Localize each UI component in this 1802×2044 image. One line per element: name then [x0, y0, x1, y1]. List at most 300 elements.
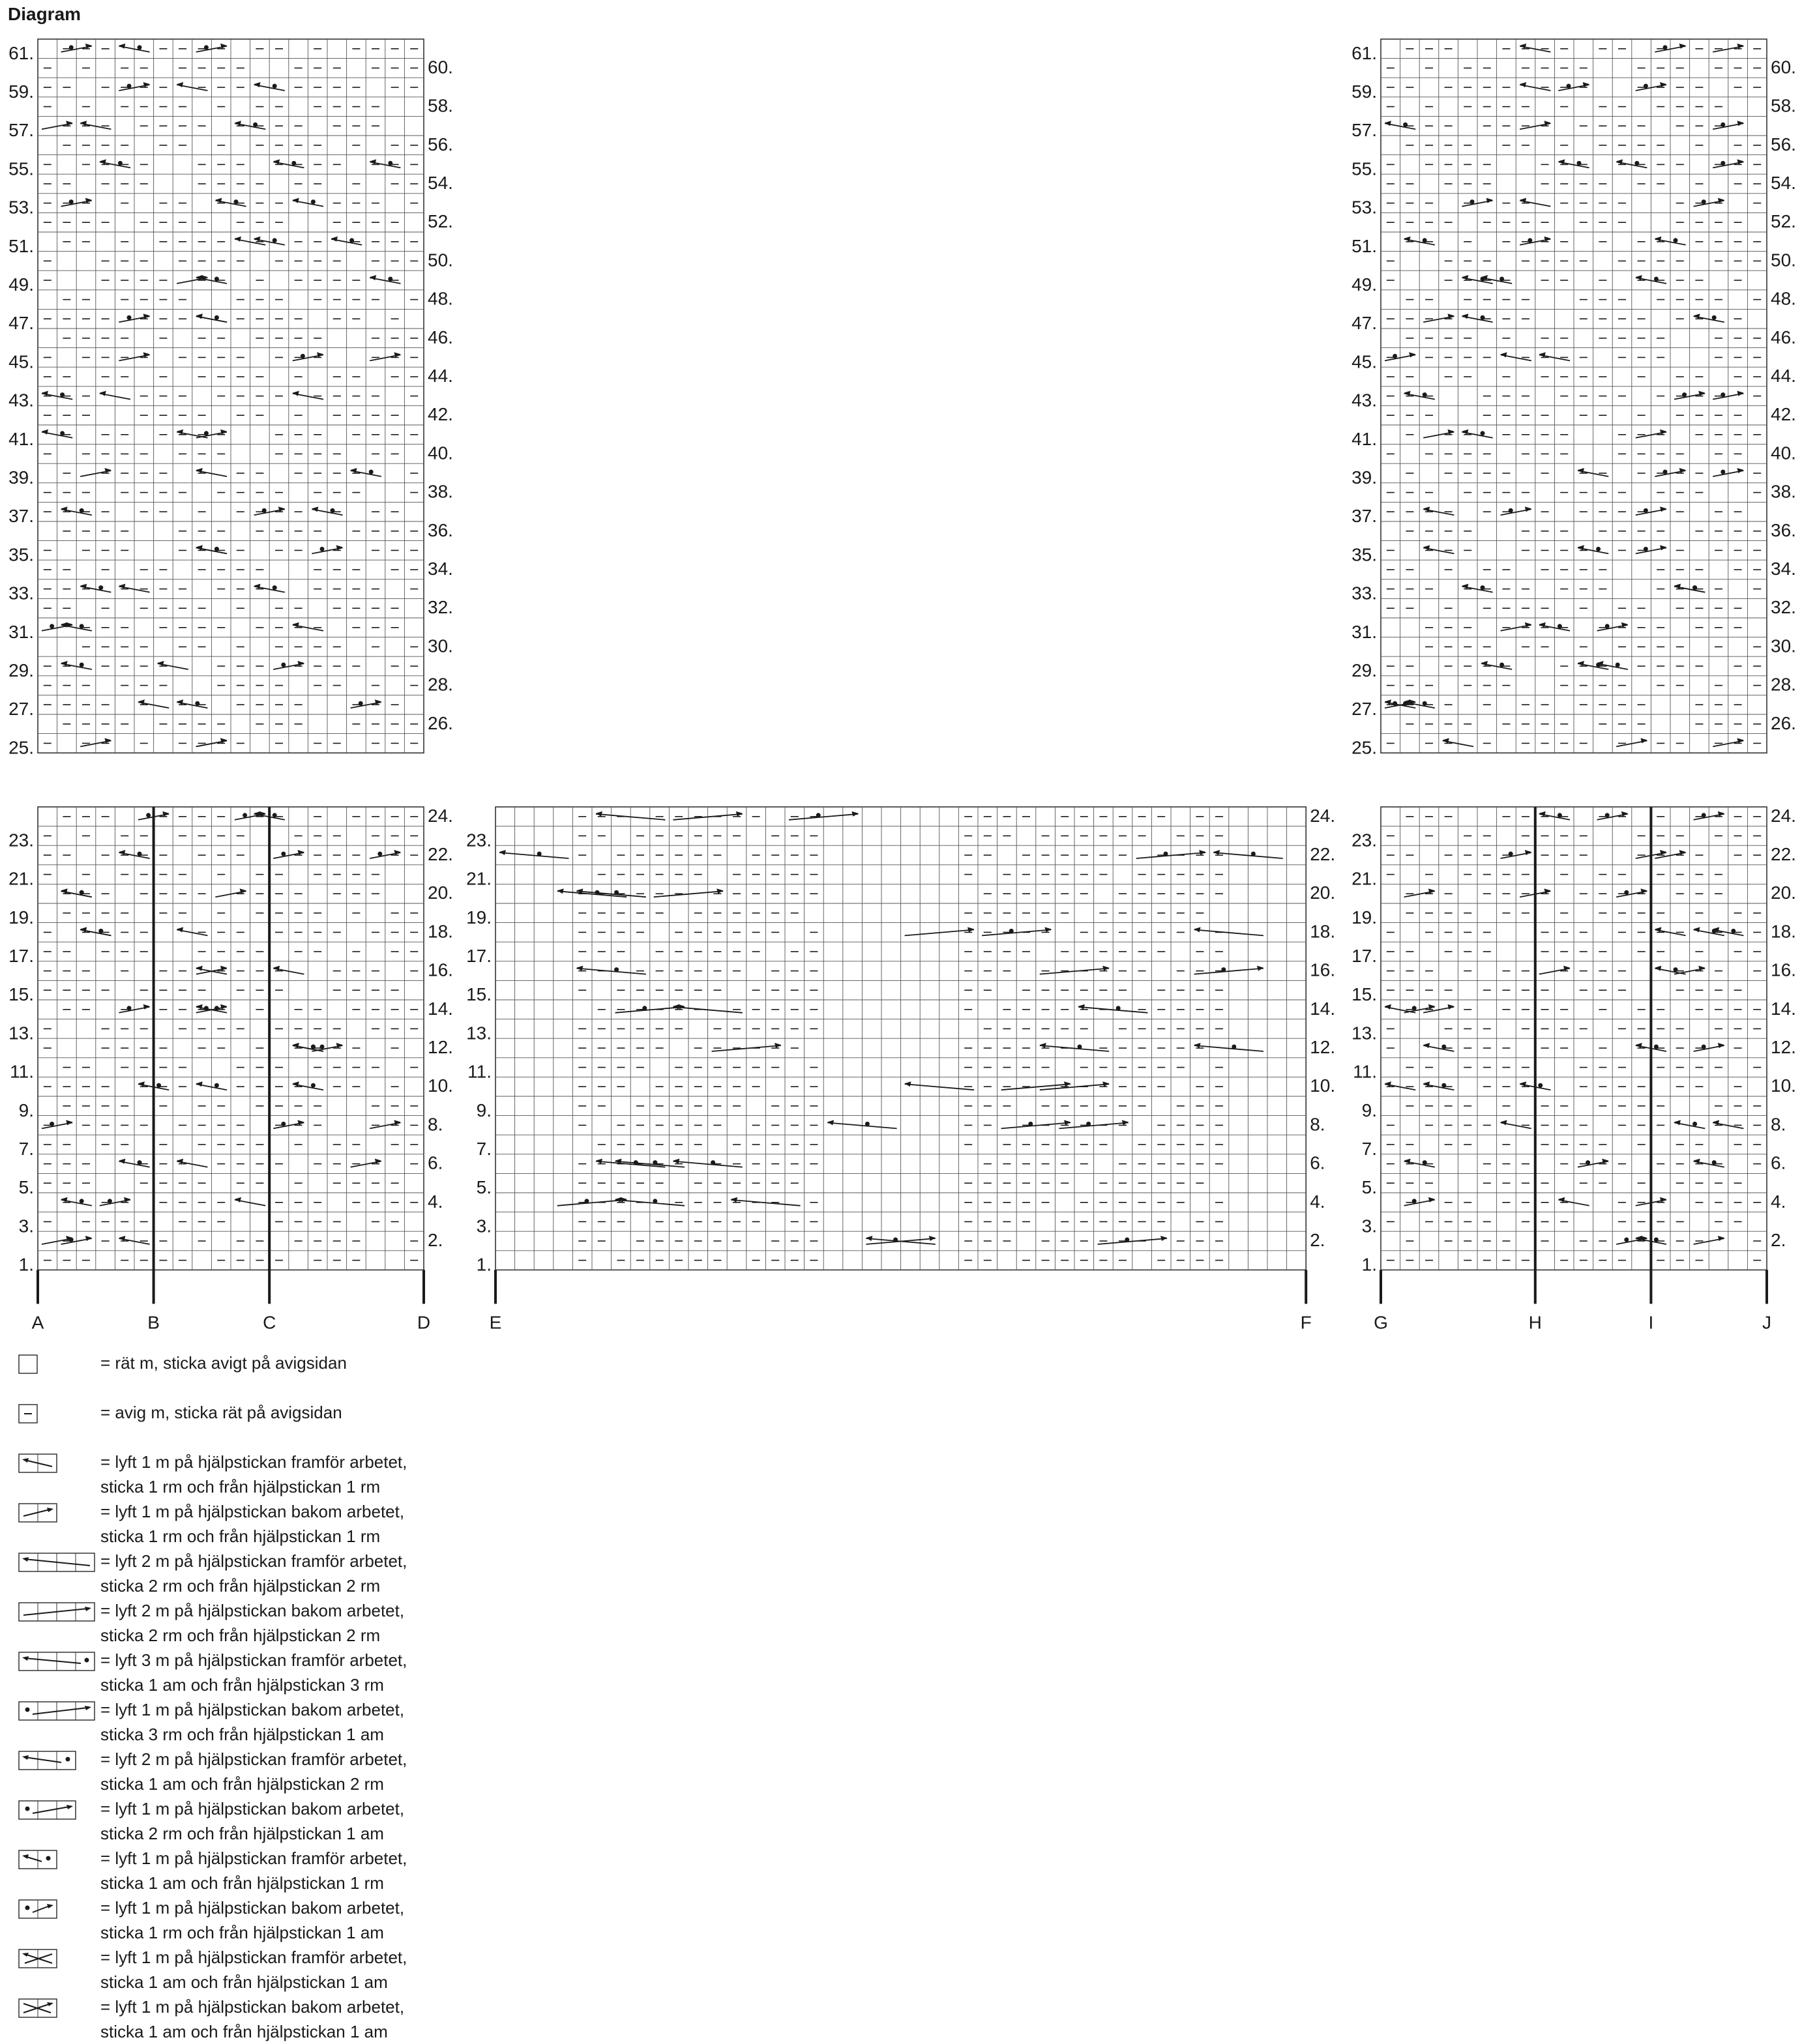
- cable-3-front-purl-icon: [18, 1652, 96, 1671]
- purl-dot: [1481, 431, 1485, 435]
- purl-dot: [127, 1006, 132, 1010]
- row-number: 15.: [1352, 984, 1377, 1005]
- purl-dot: [291, 161, 296, 166]
- purl-dot: [80, 663, 84, 667]
- purl-dot: [69, 199, 74, 204]
- cable-2-front-icon: [18, 1553, 96, 1572]
- purl-dot: [1393, 354, 1397, 358]
- purl-dot: [301, 354, 305, 358]
- purl-dot: [138, 852, 142, 856]
- cross-purl-back-icon: [18, 1998, 90, 2018]
- purl-dot: [98, 585, 103, 590]
- row-number: 18.: [428, 921, 453, 942]
- purl-dot: [1721, 123, 1725, 127]
- purl-dot: [1682, 392, 1687, 397]
- purl-dot: [1731, 929, 1736, 933]
- legend-item-cable-1-back: [18, 1499, 605, 1549]
- row-number: 5.: [1361, 1177, 1377, 1198]
- row-number: 59.: [8, 81, 34, 102]
- row-number: 34.: [1771, 559, 1796, 579]
- row-number: 49.: [8, 274, 34, 295]
- purl-dot: [1663, 470, 1668, 474]
- row-number: 58.: [1771, 95, 1796, 116]
- section-label: I: [1648, 1312, 1654, 1333]
- purl-dot: [1567, 84, 1571, 89]
- legend-text: = lyft 2 m på hjälpstickan bakom arbetet, sticka 2 rm och från hjälpstickan 2 rm: [100, 1601, 405, 1645]
- row-number: 25.: [1352, 737, 1377, 758]
- row-number: 16.: [428, 959, 453, 980]
- row-number: 45.: [8, 351, 34, 372]
- purl-dot: [1509, 852, 1513, 856]
- purl-dot: [1125, 1238, 1129, 1242]
- purl-dot: [1481, 315, 1485, 320]
- purl-dot: [1624, 1238, 1629, 1242]
- row-number: 15.: [8, 984, 34, 1005]
- purl-dot: [195, 701, 199, 706]
- purl-dot: [865, 1122, 870, 1126]
- purl-dot: [1086, 1122, 1091, 1126]
- row-number: 8.: [1771, 1114, 1786, 1135]
- row-number: 9.: [1361, 1100, 1377, 1120]
- row-number: 54.: [428, 173, 453, 193]
- purl-dot: [1423, 238, 1427, 242]
- purl-dot: [614, 967, 619, 972]
- row-number: 53.: [8, 197, 34, 218]
- legend-text: = lyft 1 m på hjälpstickan bakom arbetet, sticka 1 rm och från hjälpstickan 1 rm: [100, 1502, 405, 1546]
- row-number: 21.: [466, 868, 492, 889]
- row-number: 20.: [1771, 883, 1796, 903]
- legend-text: = lyft 3 m på hjälpstickan framför arbetet, sticka 1 am och från hjälpstickan 3 rm: [100, 1650, 407, 1695]
- purl-dot: [1692, 585, 1697, 590]
- purl-dot: [311, 1045, 316, 1049]
- row-number: 1.: [476, 1254, 492, 1275]
- row-number: 55.: [1352, 158, 1377, 179]
- cable-1-back-2-purl-icon: [18, 1800, 96, 1820]
- row-number: 11.: [10, 1061, 34, 1082]
- purl-dot: [377, 852, 382, 856]
- row-number: 13.: [8, 1023, 34, 1044]
- purl-dot: [1605, 813, 1610, 817]
- purl-dot: [331, 508, 335, 513]
- purl-dot: [1538, 1083, 1543, 1088]
- legend-item-cable-3-front-purl: [18, 1648, 605, 1697]
- purl-dot: [1028, 1122, 1033, 1126]
- row-number: 61.: [8, 42, 34, 63]
- purl-dot: [1721, 470, 1725, 474]
- row-number: 6.: [1771, 1152, 1786, 1173]
- row-number: 2.: [1771, 1230, 1786, 1250]
- row-number: 33.: [1352, 583, 1377, 604]
- purl-dot: [273, 585, 277, 590]
- row-number: 32.: [428, 597, 453, 618]
- purl-dot: [127, 84, 132, 89]
- purl-dot: [1721, 161, 1725, 166]
- purl-dot: [138, 1160, 142, 1165]
- purl-dot: [1509, 508, 1513, 513]
- row-number: 57.: [1352, 120, 1377, 141]
- purl-dot: [711, 1160, 715, 1165]
- purl-dot: [1702, 1045, 1706, 1049]
- purl-dot: [1654, 1045, 1659, 1049]
- row-number: 58.: [428, 95, 453, 116]
- purl-dot: [893, 1238, 898, 1242]
- row-number: 54.: [1771, 173, 1796, 193]
- legend-text: = rät m, sticka avigt på avigsidan: [100, 1353, 347, 1373]
- purl-dot: [1654, 277, 1659, 282]
- row-number: 44.: [428, 366, 453, 386]
- purl-dot: [1663, 45, 1668, 50]
- purl-dot: [60, 431, 65, 435]
- purl-dot: [1605, 624, 1610, 628]
- row-number: 43.: [1352, 390, 1377, 411]
- row-number: 48.: [1771, 288, 1796, 309]
- purl-dot: [642, 1006, 647, 1010]
- row-number: 24.: [428, 805, 453, 826]
- purl-dot: [1499, 663, 1504, 667]
- purl-dot: [1644, 84, 1648, 89]
- purl-dot: [1078, 1045, 1082, 1049]
- purl-dot: [1528, 238, 1532, 242]
- purl-dot: [1412, 1199, 1417, 1203]
- row-number: 20.: [428, 883, 453, 903]
- row-number: 46.: [1771, 327, 1796, 347]
- purl-dot: [273, 238, 277, 242]
- row-number: 16.: [1771, 959, 1796, 980]
- row-number: 1.: [18, 1254, 34, 1275]
- row-number: 41.: [8, 428, 34, 449]
- purl-dot: [138, 45, 142, 50]
- section-label: E: [489, 1312, 502, 1333]
- row-number: 2.: [1310, 1230, 1325, 1250]
- purl-dot: [1721, 392, 1725, 397]
- row-number: 12.: [1771, 1037, 1796, 1057]
- purl-dot: [1577, 161, 1582, 166]
- row-number: 35.: [8, 544, 34, 565]
- row-number: 24.: [1310, 805, 1336, 826]
- row-number: 12.: [1310, 1037, 1336, 1057]
- purl-dot: [1692, 1122, 1697, 1126]
- purl-dot: [1423, 392, 1427, 397]
- purl-dot: [281, 1122, 286, 1126]
- row-number: 10.: [1310, 1075, 1336, 1096]
- row-number: 17.: [466, 946, 492, 966]
- purl-dot: [369, 470, 374, 474]
- legend-item-cable-1-back-purl: [18, 1895, 605, 1945]
- cable-2-front-purl-icon: [18, 1751, 96, 1770]
- row-number: 21.: [8, 868, 34, 889]
- legend-text: = lyft 1 m på hjälpstickan framför arbetet, sticka 1 rm och från hjälpstickan 1 rm: [100, 1452, 407, 1496]
- section-label: H: [1528, 1312, 1542, 1333]
- purl-dot: [204, 45, 209, 50]
- legend-item-knit: [18, 1350, 605, 1400]
- row-number: 3.: [18, 1216, 34, 1236]
- row-number: 22.: [1771, 844, 1796, 864]
- purl-dot: [1393, 701, 1397, 706]
- row-number: 23.: [1352, 830, 1377, 851]
- purl-dot: [1702, 199, 1706, 204]
- legend-item-cable-1-front-purl: [18, 1846, 605, 1895]
- row-number: 7.: [1361, 1139, 1377, 1159]
- row-number: 29.: [8, 660, 34, 680]
- legend-item-purl: [18, 1400, 605, 1450]
- section-label: F: [1300, 1312, 1312, 1333]
- purl-dot: [1586, 1160, 1590, 1165]
- row-number: 8.: [428, 1114, 443, 1135]
- purl-dot: [388, 161, 392, 166]
- row-number: 51.: [8, 235, 34, 256]
- legend-text: = lyft 2 m på hjälpstickan framför arbetet, sticka 2 rm och från hjälpstickan 2 rm: [100, 1551, 407, 1596]
- purl-dot: [1251, 852, 1256, 856]
- row-number: 7.: [476, 1139, 492, 1159]
- row-number: 61.: [1352, 42, 1377, 63]
- row-number: 12.: [428, 1037, 453, 1057]
- purl-dot: [214, 315, 219, 320]
- row-number: 3.: [1361, 1216, 1377, 1236]
- row-number: 7.: [18, 1139, 34, 1159]
- row-number: 28.: [428, 674, 453, 695]
- purl-dot: [1596, 547, 1601, 551]
- row-number: 9.: [18, 1100, 34, 1120]
- cable-1-front-icon: [18, 1453, 90, 1473]
- legend-item-cable-2-front: [18, 1549, 605, 1598]
- purl-dot: [1702, 813, 1706, 817]
- row-number: 26.: [428, 712, 453, 733]
- purl-dot: [1403, 123, 1408, 127]
- row-number: 23.: [466, 830, 492, 851]
- row-number: 17.: [1352, 946, 1377, 966]
- row-number: 51.: [1352, 235, 1377, 256]
- purl-dot: [281, 852, 286, 856]
- row-number: 46.: [428, 327, 453, 347]
- row-number: 10.: [1771, 1075, 1796, 1096]
- purl-dot: [214, 1006, 219, 1010]
- legend: [18, 1350, 605, 2044]
- purl-dot: [108, 1199, 112, 1203]
- row-number: 50.: [428, 250, 453, 270]
- row-number: 56.: [1771, 134, 1796, 154]
- section-label: J: [1762, 1312, 1771, 1333]
- row-number: 34.: [428, 559, 453, 579]
- row-number: 30.: [1771, 635, 1796, 656]
- purl-dot: [60, 392, 65, 397]
- cross-purl-front-icon: [18, 1949, 90, 1968]
- purl-dot: [214, 547, 219, 551]
- legend-text: = lyft 2 m på hjälpstickan framför arbetet, sticka 1 am och från hjälpstickan 2 rm: [100, 1749, 407, 1794]
- row-number: 19.: [466, 907, 492, 927]
- row-number: 42.: [428, 404, 453, 425]
- purl-dot: [80, 1199, 84, 1203]
- purl-dot: [69, 45, 74, 50]
- row-number: 39.: [8, 467, 34, 488]
- legend-item-cross-purl-front: [18, 1945, 605, 1994]
- purl-dot: [214, 277, 219, 282]
- legend-text: = lyft 1 m på hjälpstickan bakom arbetet, sticka 2 rm och från hjälpstickan 1 am: [100, 1799, 405, 1843]
- purl-dot: [653, 1199, 657, 1203]
- row-number: 22.: [1310, 844, 1336, 864]
- purl-dot: [1470, 199, 1475, 204]
- purl-dot: [537, 852, 542, 856]
- row-number: 28.: [1771, 674, 1796, 695]
- cable-2-back-icon: [18, 1602, 96, 1622]
- purl-dot: [80, 890, 84, 895]
- diagram-title: Diagram: [8, 4, 81, 24]
- row-number: 11.: [467, 1061, 492, 1082]
- row-number: 5.: [476, 1177, 492, 1198]
- row-number: 56.: [428, 134, 453, 154]
- row-number: 22.: [428, 844, 453, 864]
- purl-dot: [50, 1122, 54, 1126]
- purl-dot: [1616, 663, 1620, 667]
- purl-dot: [146, 813, 151, 817]
- purl-dot: [585, 1199, 589, 1203]
- purl-dot: [281, 663, 286, 667]
- row-number: 47.: [8, 313, 34, 334]
- legend-text: = lyft 1 m på hjälpstickan bakom arbetet, sticka 1 am och från hjälpstickan 1 am: [100, 1997, 405, 2041]
- row-number: 37.: [1352, 506, 1377, 527]
- purl-dot: [1558, 624, 1562, 628]
- purl-dot: [1232, 1045, 1236, 1049]
- row-number: 32.: [1771, 597, 1796, 618]
- row-number: 60.: [1771, 57, 1796, 78]
- purl-dot: [349, 238, 354, 242]
- row-number: 14.: [428, 998, 453, 1019]
- row-number: 31.: [8, 621, 34, 642]
- purl-dot: [234, 199, 239, 204]
- purl-dot: [50, 624, 54, 628]
- purl-dot: [243, 813, 247, 817]
- legend-item-cable-1-back-2-purl: [18, 1796, 605, 1846]
- row-number: 18.: [1771, 921, 1796, 942]
- row-number: 21.: [1352, 868, 1377, 889]
- purl-dot: [1712, 315, 1717, 320]
- cable-1-back-purl-icon: [18, 1899, 90, 1919]
- purl-dot: [98, 929, 103, 933]
- purl-dot: [1674, 967, 1678, 972]
- row-number: 2.: [428, 1230, 443, 1250]
- purl-dot: [80, 624, 84, 628]
- row-number: 40.: [1771, 443, 1796, 463]
- row-number: 40.: [428, 443, 453, 463]
- row-number: 38.: [1771, 481, 1796, 502]
- row-number: 24.: [1771, 805, 1796, 826]
- row-number: 47.: [1352, 313, 1377, 334]
- row-number: 11.: [1353, 1061, 1377, 1082]
- row-number: 1.: [1361, 1254, 1377, 1275]
- purl-dot: [320, 547, 325, 551]
- purl-dot: [1634, 161, 1639, 166]
- row-number: 39.: [1352, 467, 1377, 488]
- purl-dot: [1412, 1006, 1417, 1010]
- purl-dot: [1423, 1160, 1427, 1165]
- row-number: 25.: [8, 737, 34, 758]
- row-number: 8.: [1310, 1114, 1325, 1135]
- purl-dot: [118, 161, 123, 166]
- purl-dot: [388, 277, 392, 282]
- row-number: 33.: [8, 583, 34, 604]
- row-number: 4.: [428, 1191, 443, 1212]
- row-number: 41.: [1352, 428, 1377, 449]
- purl-dot: [320, 1045, 325, 1049]
- row-number: 20.: [1310, 883, 1336, 903]
- section-label: G: [1374, 1312, 1388, 1333]
- purl-dot: [1481, 585, 1485, 590]
- row-number: 36.: [1771, 519, 1796, 540]
- legend-item-cable-1-front: [18, 1450, 605, 1499]
- section-label: D: [417, 1312, 431, 1333]
- purl-dot: [127, 315, 132, 320]
- purl-dot: [262, 508, 267, 513]
- empty-square-icon: [18, 1354, 90, 1374]
- purl-dot: [156, 1083, 161, 1088]
- purl-dot: [204, 431, 209, 435]
- purl-dot: [1441, 1045, 1446, 1049]
- row-number: 38.: [428, 481, 453, 502]
- purl-dot: [1441, 1083, 1446, 1088]
- row-number: 52.: [1771, 211, 1796, 232]
- purl-dot: [1009, 929, 1014, 933]
- purl-dot: [1499, 277, 1504, 282]
- row-number: 14.: [1310, 998, 1336, 1019]
- purl-dot: [311, 199, 316, 204]
- row-number: 19.: [1352, 907, 1377, 927]
- section-label: B: [147, 1312, 160, 1333]
- legend-text: = lyft 1 m på hjälpstickan framför arbetet, sticka 1 am och från hjälpstickan 1 rm: [100, 1848, 407, 1893]
- purl-dot: [1116, 1006, 1121, 1010]
- row-number: 59.: [1352, 81, 1377, 102]
- row-number: 17.: [8, 946, 34, 966]
- purl-dot: [1674, 238, 1678, 242]
- row-number: 10.: [428, 1075, 453, 1096]
- row-number: 18.: [1310, 921, 1336, 942]
- row-number: 57.: [8, 120, 34, 141]
- purl-dot: [1558, 813, 1562, 817]
- row-number: 52.: [428, 211, 453, 232]
- purl-dot: [1712, 929, 1717, 933]
- purl-dot: [816, 813, 821, 817]
- row-number: 44.: [1771, 366, 1796, 386]
- legend-item-cable-2-front-purl: [18, 1747, 605, 1796]
- row-number: 50.: [1771, 250, 1796, 270]
- row-number: 6.: [1310, 1152, 1325, 1173]
- purl-dot: [311, 1083, 316, 1088]
- row-number: 37.: [8, 506, 34, 527]
- row-number: 5.: [18, 1177, 34, 1198]
- purl-dot: [614, 890, 619, 895]
- row-number: 4.: [1771, 1191, 1786, 1212]
- row-number: 60.: [428, 57, 453, 78]
- row-number: 6.: [428, 1152, 443, 1173]
- purl-dot: [273, 84, 277, 89]
- legend-text: = lyft 1 m på hjälpstickan framför arbetet, sticka 1 am och från hjälpstickan 1 am: [100, 1948, 407, 1992]
- row-number: 15.: [466, 984, 492, 1005]
- purl-dot: [1644, 547, 1648, 551]
- row-number: 3.: [476, 1216, 492, 1236]
- purl-dot: [1164, 852, 1168, 856]
- legend-text: = lyft 1 m på hjälpstickan bakom arbetet, sticka 1 rm och från hjälpstickan 1 am: [100, 1898, 405, 1942]
- row-number: 35.: [1352, 544, 1377, 565]
- row-number: 16.: [1310, 959, 1336, 980]
- row-number: 19.: [8, 907, 34, 927]
- legend-item-cable-2-back: [18, 1598, 605, 1648]
- purl-dot: [1712, 1160, 1717, 1165]
- row-number: 23.: [8, 830, 34, 851]
- purl-dot: [1423, 701, 1427, 706]
- cable-1-front-purl-icon: [18, 1850, 90, 1869]
- row-number: 26.: [1771, 712, 1796, 733]
- legend-item-cable-1-back-3-purl: [18, 1697, 605, 1747]
- purl-dot: [214, 1083, 219, 1088]
- row-number: 31.: [1352, 621, 1377, 642]
